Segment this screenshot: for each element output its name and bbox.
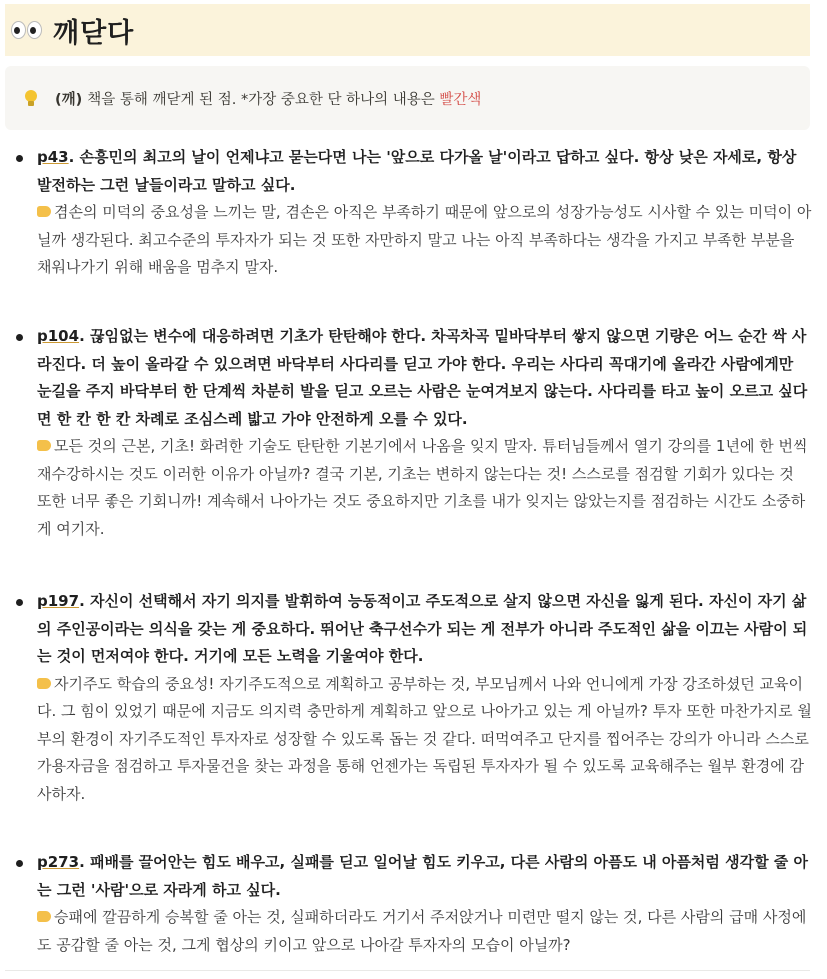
comment-text: 승패에 깔끔하게 승복할 줄 아는 것, 실패하더라도 거기서 주저앉거나 미련만 떨지 않는 것, 다른 사람의 급매 사정에도 공감할 줄 아는 것, 그게 협상의 키이고 앞으로 나아갈 투자자의 모습이 아닐까? [37,908,807,954]
eyes-icon [11,21,43,39]
entry-comment [37,433,812,543]
bullet-icon [16,860,23,867]
bullet-icon [16,334,23,341]
entry-quote [37,588,812,671]
quote-text: . 손흥민의 최고의 날이 언제냐고 묻는다면 나는 '앞으로 다가올 날'이라고 답하고 싶다. 항상 낮은 자세로, 항상 발전하는 그런 날들이라고 말하고 싶다. [37,148,797,194]
bullet-icon [16,599,23,606]
callout-block [5,66,810,130]
page-number: p273 [37,853,80,871]
callout-red-text: 빨간색 [439,91,482,108]
callout-bold-label: (깨) [55,91,83,108]
callout-text: 책을 통해 깨닫게 된 점. *가장 중요한 단 하나의 내용은 [87,91,435,108]
page-number: p43 [37,148,69,166]
entry-quote [37,849,812,904]
lightbulb-icon [25,90,37,102]
quote-text: . 끊임없는 변수에 대응하려면 기초가 탄탄해야 한다. 차곡차곡 밑바닥부터 쌓지 않으면 기량은 어느 순간 싹 사라진다. 더 높이 올라갈 수 있으려면 바닥부터 사다리를 딛고 가야 한다. 우리는 사다리 꼭대기에 올라간 사람에게만 눈길을 주지 바닥부터 한 단계씩 차분히 발을 딛고 오르는 사람은 눈여겨보지 않는다. 사다리를 타고 높이 오르고 싶다면 한 칸 한 칸 차례로 조심스레 밟고 가야 안전하게 오를 수 있다. [37,327,808,428]
page-title: 깨닫다 [53,17,135,49]
pointing-hand-icon [37,206,51,217]
comment-text: 겸손의 미덕의 중요성을 느끼는 말, 겸손은 아직은 부족하기 때문에 앞으로의 성장가능성도 시사할 수 있는 미덕이 아닐까 생각된다. 최고수준의 투자자가 되는 것 또한 자만하지 말고 나는 아직 부족하다는 생각을 가지고 부족한 부분을 채워나가기 위해 배움을 멈추지 말자. [37,203,812,276]
list-item [16,144,812,282]
entry-quote [37,144,812,199]
quote-text: . 패배를 끌어안는 힘도 배우고, 실패를 딛고 일어날 힘도 키우고, 다른 사람의 아픔도 내 아픔처럼 생각할 줄 아는 그런 '사람'으로 자라게 하고 싶다. [37,853,809,899]
comment-text: 자기주도 학습의 중요성! 자기주도적으로 계획하고 공부하는 것, 부모님께서 나와 언니에게 가장 강조하셨던 교육이다. 그 힘이 있었기 때문에 지금도 의지력 충만하게 계획하고 앞으로 나아가고 있는 게 아닐까? 투자 또한 마찬가지로 월부의 환경이 자기주도적인 투자자로 성장할 수 있도록 돕는 것 같다. 떠먹여주고 단지를 찝어주는 강의가 아니라 스스로 가용자금을 점검하고 투자물건을 찾는 과정을 통해 언젠가는 독립된 투자자가 될 수 있도록 교육해주는 월부 환경에 감사하자. [37,674,812,803]
quote-text: . 자신이 선택해서 자기 의지를 발휘하여 능동적이고 주도적으로 살지 않으면 자신을 잃게 된다. 자신이 자기 삶의 주인공이라는 의식을 갖는 게 중요하다. 뛰어난 축구선수가 되는 게 전부가 아니라 주도적인 삶을 이끄는 사람이 되는 것이 먼저여야 한다. 거기에 모든 노력을 기울여야 한다. [37,592,808,665]
list-item [16,588,812,808]
entry-comment [37,199,812,282]
list-item [16,849,812,959]
list-item [16,323,812,543]
divider [5,970,810,971]
pointing-hand-icon [37,440,51,451]
comment-text: 모든 것의 근본, 기초! 화려한 기술도 탄탄한 기본기에서 나옴을 잊지 말자. 튜터님들께서 열기 강의를 1년에 한 번씩 재수강하시는 것도 이러한 이유가 아닐까? 결국 기본, 기초는 변하지 않는다는 것! 스스로를 점검할 기회가 있다는 것 또한 너무 좋은 기회니까! 계속해서 나아가는 것도 중요하지만 기초를 내가 잊지는 않았는지를 점검하는 시간도 소중하게 여기자. [37,437,808,538]
pointing-hand-icon [37,911,51,922]
page-number: p104 [37,327,80,345]
pointing-hand-icon [37,678,51,689]
bullet-icon [16,155,23,162]
entry-comment [37,904,812,959]
entry-comment [37,671,812,809]
page-number: p197 [37,592,80,610]
entry-quote [37,323,812,433]
page-header [5,4,810,56]
